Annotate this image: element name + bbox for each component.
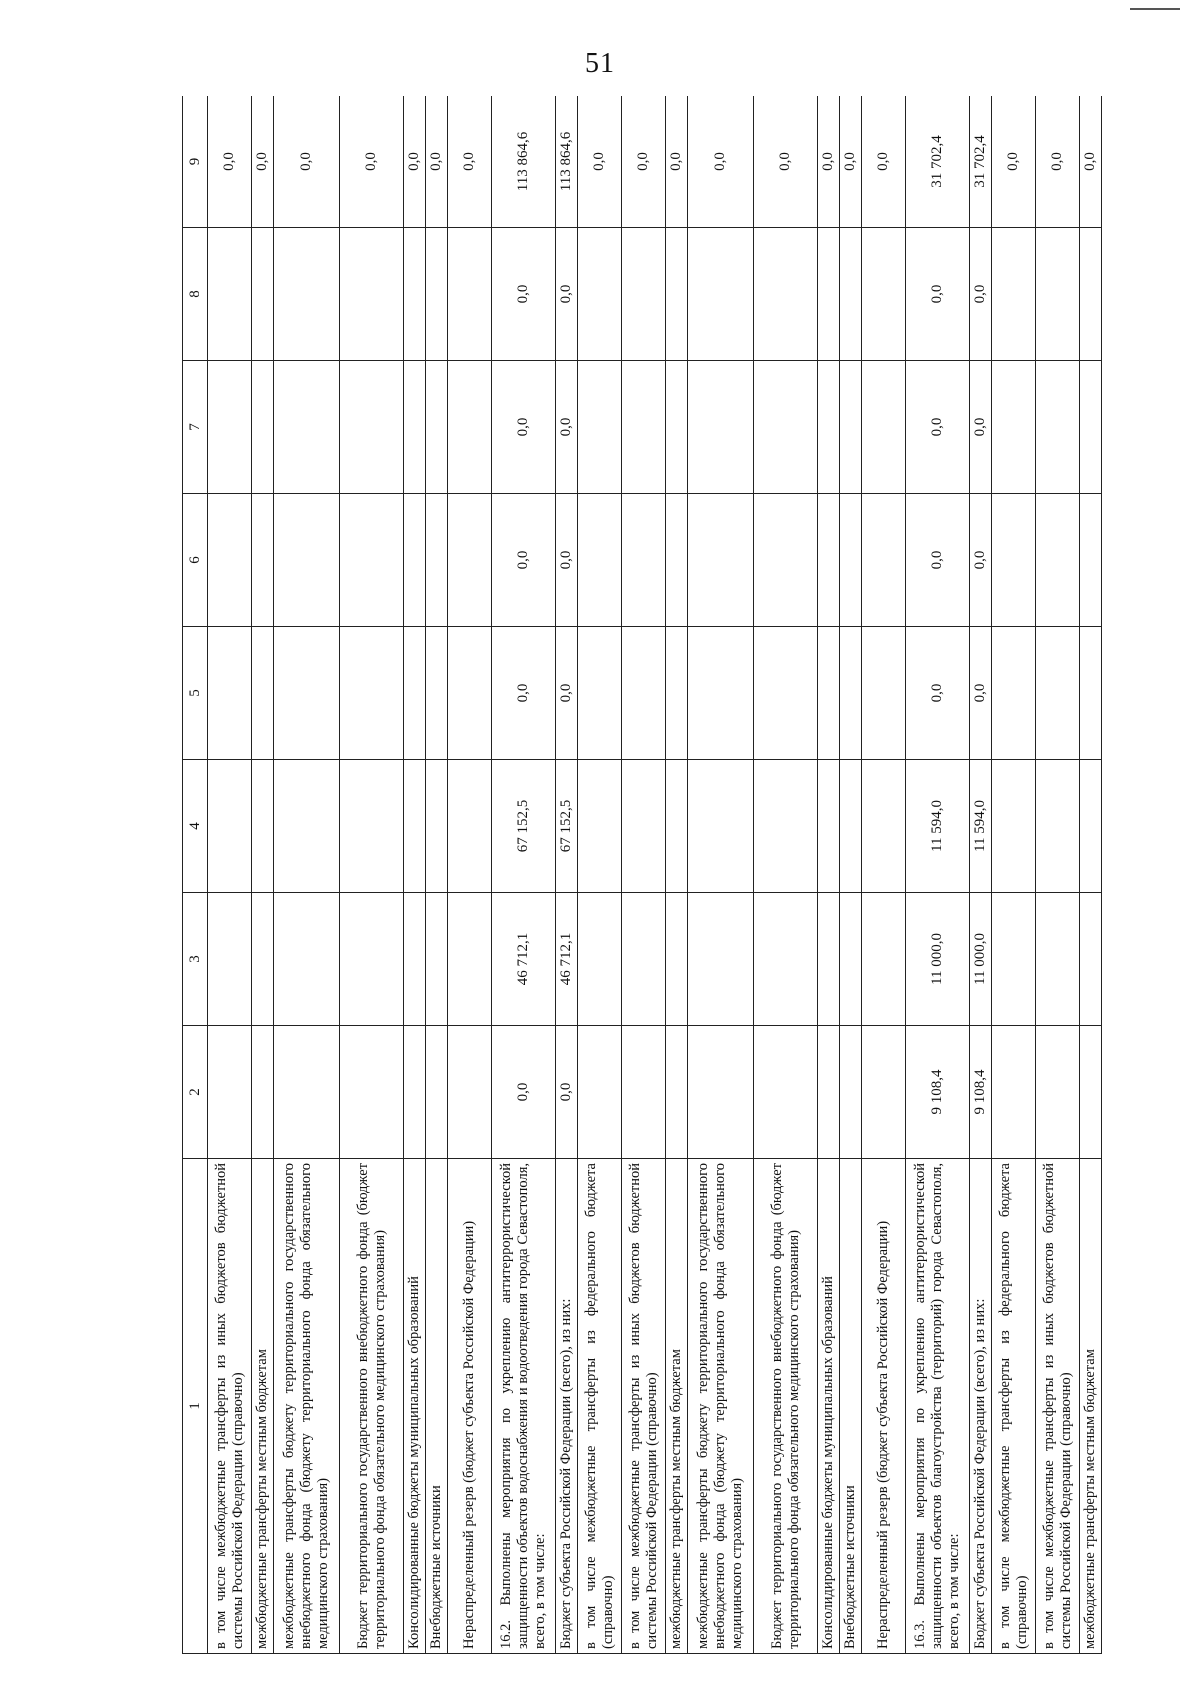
value-cell-col-8: 0,0 — [556, 228, 578, 361]
table-row — [622, 96, 666, 1654]
row-label-cell: межбюджетные трансферты местным бюджетам — [1080, 1159, 1102, 1654]
value-cell-col-8 — [208, 228, 252, 361]
value-cell-col-9: 0,0 — [862, 96, 906, 228]
value-cell-col-9: 0,0 — [622, 96, 666, 228]
value-cell-col-9: 0,0 — [840, 96, 862, 228]
table-row — [340, 96, 404, 1654]
table-row — [1036, 96, 1080, 1654]
table-row — [208, 96, 252, 1654]
value-cell-col-9: 113 864,6 — [556, 96, 578, 228]
value-cell-col-6 — [578, 494, 622, 627]
value-cell-col-5 — [340, 627, 404, 760]
table-row — [688, 96, 754, 1654]
value-cell-col-7 — [448, 361, 492, 494]
value-cell-col-8 — [622, 228, 666, 361]
value-cell-col-2 — [404, 1026, 426, 1159]
value-cell-col-7 — [252, 361, 274, 494]
budget-table-container — [182, 96, 1102, 1654]
table-row — [252, 96, 274, 1654]
row-label-cell: в том числе межбюджетные трансферты из иных бюджетов бюджетной системы Российской Федерации (справочно) — [208, 1159, 252, 1654]
value-cell-col-8 — [1080, 228, 1102, 361]
value-cell-col-8 — [992, 228, 1036, 361]
value-cell-col-6: 0,0 — [556, 494, 578, 627]
value-cell-col-9: 0,0 — [688, 96, 754, 228]
value-cell-col-4 — [340, 760, 404, 893]
column-header-8: 8 — [183, 228, 208, 361]
value-cell-col-3 — [840, 893, 862, 1026]
value-cell-col-3 — [252, 893, 274, 1026]
value-cell-col-5 — [208, 627, 252, 760]
value-cell-col-6 — [754, 494, 818, 627]
row-label-cell: в том числе межбюджетные трансферты из иных бюджетов бюджетной системы Российской Федерации (справочно) — [1036, 1159, 1080, 1654]
value-cell-col-2 — [840, 1026, 862, 1159]
table-row — [448, 96, 492, 1654]
value-cell-col-6 — [252, 494, 274, 627]
value-cell-col-4: 11 594,0 — [970, 760, 992, 893]
value-cell-col-3 — [818, 893, 840, 1026]
value-cell-col-2 — [252, 1026, 274, 1159]
value-cell-col-4 — [754, 760, 818, 893]
value-cell-col-2 — [340, 1026, 404, 1159]
value-cell-col-3: 46 712,1 — [556, 893, 578, 1026]
value-cell-col-3 — [622, 893, 666, 1026]
value-cell-col-4 — [426, 760, 448, 893]
value-cell-col-6 — [818, 494, 840, 627]
row-label-cell: Консолидированные бюджеты муниципальных образований — [818, 1159, 840, 1654]
value-cell-col-7 — [992, 361, 1036, 494]
column-header-5: 5 — [183, 627, 208, 760]
row-label-cell: 16.2. Выполнены мероприятия по укреплению антитеррористической защищенности объектов водоснабжения и водоотведения города Севастополя, всего, в том числе: — [492, 1159, 556, 1654]
value-cell-col-6: 0,0 — [970, 494, 992, 627]
row-label-cell: в том числе межбюджетные трансферты из федерального бюджета (справочно) — [578, 1159, 622, 1654]
value-cell-col-7 — [754, 361, 818, 494]
value-cell-col-8: 0,0 — [906, 228, 970, 361]
value-cell-col-8 — [448, 228, 492, 361]
value-cell-col-7 — [818, 361, 840, 494]
value-cell-col-4 — [862, 760, 906, 893]
value-cell-col-7: 0,0 — [970, 361, 992, 494]
value-cell-col-9: 0,0 — [426, 96, 448, 228]
value-cell-col-3 — [1080, 893, 1102, 1026]
value-cell-col-8 — [1036, 228, 1080, 361]
row-label-cell: межбюджетные трансферты местным бюджетам — [252, 1159, 274, 1654]
column-header-4: 4 — [183, 760, 208, 893]
value-cell-col-3 — [992, 893, 1036, 1026]
value-cell-col-5 — [754, 627, 818, 760]
table-row — [426, 96, 448, 1654]
value-cell-col-9: 113 864,6 — [492, 96, 556, 228]
value-cell-col-3 — [404, 893, 426, 1026]
value-cell-col-2 — [688, 1026, 754, 1159]
value-cell-col-5 — [622, 627, 666, 760]
value-cell-col-5 — [1080, 627, 1102, 760]
value-cell-col-4 — [208, 760, 252, 893]
value-cell-col-8 — [404, 228, 426, 361]
row-label-cell: Консолидированные бюджеты муниципальных образований — [404, 1159, 426, 1654]
value-cell-col-4 — [992, 760, 1036, 893]
table-row — [906, 96, 970, 1654]
value-cell-col-6 — [622, 494, 666, 627]
value-cell-col-5 — [252, 627, 274, 760]
value-cell-col-5: 0,0 — [492, 627, 556, 760]
value-cell-col-3: 46 712,1 — [492, 893, 556, 1026]
column-header-9: 9 — [183, 96, 208, 228]
value-cell-col-7 — [208, 361, 252, 494]
value-cell-col-9: 31 702,4 — [970, 96, 992, 228]
rotated-table-frame — [182, 96, 1102, 1654]
value-cell-col-2 — [426, 1026, 448, 1159]
row-label-cell: межбюджетные трансферты местным бюджетам — [666, 1159, 688, 1654]
table-body — [183, 96, 1102, 1654]
value-cell-col-8 — [862, 228, 906, 361]
value-cell-col-5 — [688, 627, 754, 760]
value-cell-col-7 — [404, 361, 426, 494]
value-cell-col-3 — [578, 893, 622, 1026]
value-cell-col-8 — [666, 228, 688, 361]
value-cell-col-4 — [448, 760, 492, 893]
value-cell-col-2 — [862, 1026, 906, 1159]
value-cell-col-2 — [1036, 1026, 1080, 1159]
value-cell-col-6 — [1080, 494, 1102, 627]
value-cell-col-5 — [1036, 627, 1080, 760]
value-cell-col-9: 0,0 — [578, 96, 622, 228]
value-cell-col-3 — [666, 893, 688, 1026]
value-cell-col-2 — [992, 1026, 1036, 1159]
table-row — [840, 96, 862, 1654]
value-cell-col-8: 0,0 — [492, 228, 556, 361]
value-cell-col-2 — [818, 1026, 840, 1159]
value-cell-col-3 — [754, 893, 818, 1026]
row-label-cell: Нераспределенный резерв (бюджет субъекта Российской Федерации) — [448, 1159, 492, 1654]
value-cell-col-9: 31 702,4 — [906, 96, 970, 228]
table-row — [578, 96, 622, 1654]
page-number: 51 — [585, 48, 615, 79]
value-cell-col-2 — [578, 1026, 622, 1159]
row-label-cell: межбюджетные трансферты бюджету территориального государственного внебюджетного фонда (бюджету территориального фонда обязательного медицинского страхования) — [688, 1159, 754, 1654]
value-cell-col-3 — [862, 893, 906, 1026]
value-cell-col-9: 0,0 — [818, 96, 840, 228]
value-cell-col-5 — [840, 627, 862, 760]
scan-artifact-mark — [1130, 8, 1180, 10]
value-cell-col-9: 0,0 — [340, 96, 404, 228]
row-label-cell: Бюджет территориального государственного внебюджетного фонда (бюджет территориального фонда обязательного медицинского страхования) — [754, 1159, 818, 1654]
table-row — [992, 96, 1036, 1654]
value-cell-col-4 — [622, 760, 666, 893]
row-label-cell: Бюджет территориального государственного внебюджетного фонда (бюджет территориального фонда обязательного медицинского страхования) — [340, 1159, 404, 1654]
value-cell-col-4 — [252, 760, 274, 893]
value-cell-col-2: 0,0 — [492, 1026, 556, 1159]
value-cell-col-8 — [818, 228, 840, 361]
value-cell-col-4: 67 152,5 — [556, 760, 578, 893]
value-cell-col-2 — [1080, 1026, 1102, 1159]
table-row — [404, 96, 426, 1654]
value-cell-col-7 — [622, 361, 666, 494]
value-cell-col-2 — [666, 1026, 688, 1159]
value-cell-col-5: 0,0 — [970, 627, 992, 760]
column-header-6: 6 — [183, 494, 208, 627]
value-cell-col-8: 0,0 — [970, 228, 992, 361]
value-cell-col-5 — [992, 627, 1036, 760]
value-cell-col-5: 0,0 — [906, 627, 970, 760]
value-cell-col-6 — [404, 494, 426, 627]
value-cell-col-7 — [688, 361, 754, 494]
budget-table — [182, 96, 1102, 1654]
value-cell-col-4 — [404, 760, 426, 893]
row-label-cell: в том числе межбюджетные трансферты из федерального бюджета (справочно) — [992, 1159, 1036, 1654]
value-cell-col-8 — [426, 228, 448, 361]
value-cell-col-3 — [340, 893, 404, 1026]
value-cell-col-4 — [840, 760, 862, 893]
value-cell-col-7 — [340, 361, 404, 494]
value-cell-col-2 — [754, 1026, 818, 1159]
value-cell-col-4 — [578, 760, 622, 893]
value-cell-col-9: 0,0 — [252, 96, 274, 228]
row-label-cell: 16.3. Выполнены мероприятия по укреплению антитеррористической защищенности объектов благоустройства (территорий) города Севастополя, всего, в том числе: — [906, 1159, 970, 1654]
value-cell-col-7: 0,0 — [906, 361, 970, 494]
row-label-cell: Бюджет субъекта Российской Федерации (всего), из них: — [970, 1159, 992, 1654]
value-cell-col-6 — [862, 494, 906, 627]
value-cell-col-8 — [754, 228, 818, 361]
value-cell-col-6 — [1036, 494, 1080, 627]
table-row — [754, 96, 818, 1654]
row-label-cell: в том числе межбюджетные трансферты из иных бюджетов бюджетной системы Российской Федерации (справочно) — [622, 1159, 666, 1654]
value-cell-col-8 — [252, 228, 274, 361]
row-label-cell: межбюджетные трансферты бюджету территориального государственного внебюджетного фонда (бюджету территориального фонда обязательного медицинского страхования) — [274, 1159, 340, 1654]
value-cell-col-8 — [274, 228, 340, 361]
table-row — [492, 96, 556, 1654]
row-label-cell: Бюджет субъекта Российской Федерации (всего), из них: — [556, 1159, 578, 1654]
value-cell-col-6 — [688, 494, 754, 627]
table-row — [1080, 96, 1102, 1654]
value-cell-col-4 — [274, 760, 340, 893]
row-label-cell: Нераспределенный резерв (бюджет субъекта Российской Федерации) — [862, 1159, 906, 1654]
value-cell-col-6 — [340, 494, 404, 627]
value-cell-col-6 — [666, 494, 688, 627]
value-cell-col-5 — [578, 627, 622, 760]
value-cell-col-3 — [426, 893, 448, 1026]
value-cell-col-8 — [340, 228, 404, 361]
value-cell-col-9: 0,0 — [208, 96, 252, 228]
value-cell-col-7 — [274, 361, 340, 494]
table-row — [274, 96, 340, 1654]
value-cell-col-4: 67 152,5 — [492, 760, 556, 893]
value-cell-col-3: 11 000,0 — [906, 893, 970, 1026]
column-header-3: 3 — [183, 893, 208, 1026]
row-label-cell: Внебюджетные источники — [840, 1159, 862, 1654]
value-cell-col-7 — [840, 361, 862, 494]
value-cell-col-6 — [274, 494, 340, 627]
value-cell-col-7 — [666, 361, 688, 494]
value-cell-col-6: 0,0 — [492, 494, 556, 627]
value-cell-col-6 — [840, 494, 862, 627]
table-row — [666, 96, 688, 1654]
table-row — [556, 96, 578, 1654]
value-cell-col-5 — [818, 627, 840, 760]
value-cell-col-2: 9 108,4 — [906, 1026, 970, 1159]
value-cell-col-9: 0,0 — [992, 96, 1036, 228]
value-cell-col-9: 0,0 — [404, 96, 426, 228]
value-cell-col-5 — [666, 627, 688, 760]
value-cell-col-6 — [426, 494, 448, 627]
value-cell-col-2: 9 108,4 — [970, 1026, 992, 1159]
value-cell-col-5: 0,0 — [556, 627, 578, 760]
value-cell-col-8 — [840, 228, 862, 361]
column-header-2: 2 — [183, 1026, 208, 1159]
value-cell-col-9: 0,0 — [274, 96, 340, 228]
value-cell-col-7 — [578, 361, 622, 494]
value-cell-col-7: 0,0 — [556, 361, 578, 494]
value-cell-col-5 — [404, 627, 426, 760]
value-cell-col-2: 0,0 — [556, 1026, 578, 1159]
value-cell-col-9: 0,0 — [754, 96, 818, 228]
value-cell-col-4 — [818, 760, 840, 893]
value-cell-col-2 — [622, 1026, 666, 1159]
table-row — [970, 96, 992, 1654]
value-cell-col-3 — [208, 893, 252, 1026]
table-row — [818, 96, 840, 1654]
value-cell-col-4 — [688, 760, 754, 893]
value-cell-col-7 — [1080, 361, 1102, 494]
value-cell-col-2 — [448, 1026, 492, 1159]
value-cell-col-8 — [578, 228, 622, 361]
value-cell-col-7 — [862, 361, 906, 494]
value-cell-col-4 — [1036, 760, 1080, 893]
value-cell-col-9: 0,0 — [1036, 96, 1080, 228]
value-cell-col-3 — [448, 893, 492, 1026]
value-cell-col-6 — [208, 494, 252, 627]
row-label-cell: Внебюджетные источники — [426, 1159, 448, 1654]
value-cell-col-3 — [688, 893, 754, 1026]
value-cell-col-8 — [688, 228, 754, 361]
value-cell-col-9: 0,0 — [666, 96, 688, 228]
value-cell-col-4 — [666, 760, 688, 893]
value-cell-col-7 — [1036, 361, 1080, 494]
table-header-row — [183, 96, 208, 1654]
value-cell-col-7 — [426, 361, 448, 494]
value-cell-col-3 — [1036, 893, 1080, 1026]
column-header-7: 7 — [183, 361, 208, 494]
value-cell-col-6 — [448, 494, 492, 627]
value-cell-col-5 — [862, 627, 906, 760]
value-cell-col-9: 0,0 — [1080, 96, 1102, 228]
table-row — [862, 96, 906, 1654]
value-cell-col-6 — [992, 494, 1036, 627]
value-cell-col-5 — [426, 627, 448, 760]
value-cell-col-4 — [1080, 760, 1102, 893]
value-cell-col-7: 0,0 — [492, 361, 556, 494]
value-cell-col-9: 0,0 — [448, 96, 492, 228]
value-cell-col-6: 0,0 — [906, 494, 970, 627]
value-cell-col-3: 11 000,0 — [970, 893, 992, 1026]
value-cell-col-3 — [274, 893, 340, 1026]
value-cell-col-4: 11 594,0 — [906, 760, 970, 893]
value-cell-col-5 — [274, 627, 340, 760]
value-cell-col-2 — [208, 1026, 252, 1159]
value-cell-col-5 — [448, 627, 492, 760]
value-cell-col-2 — [274, 1026, 340, 1159]
column-header-1: 1 — [183, 1159, 208, 1654]
